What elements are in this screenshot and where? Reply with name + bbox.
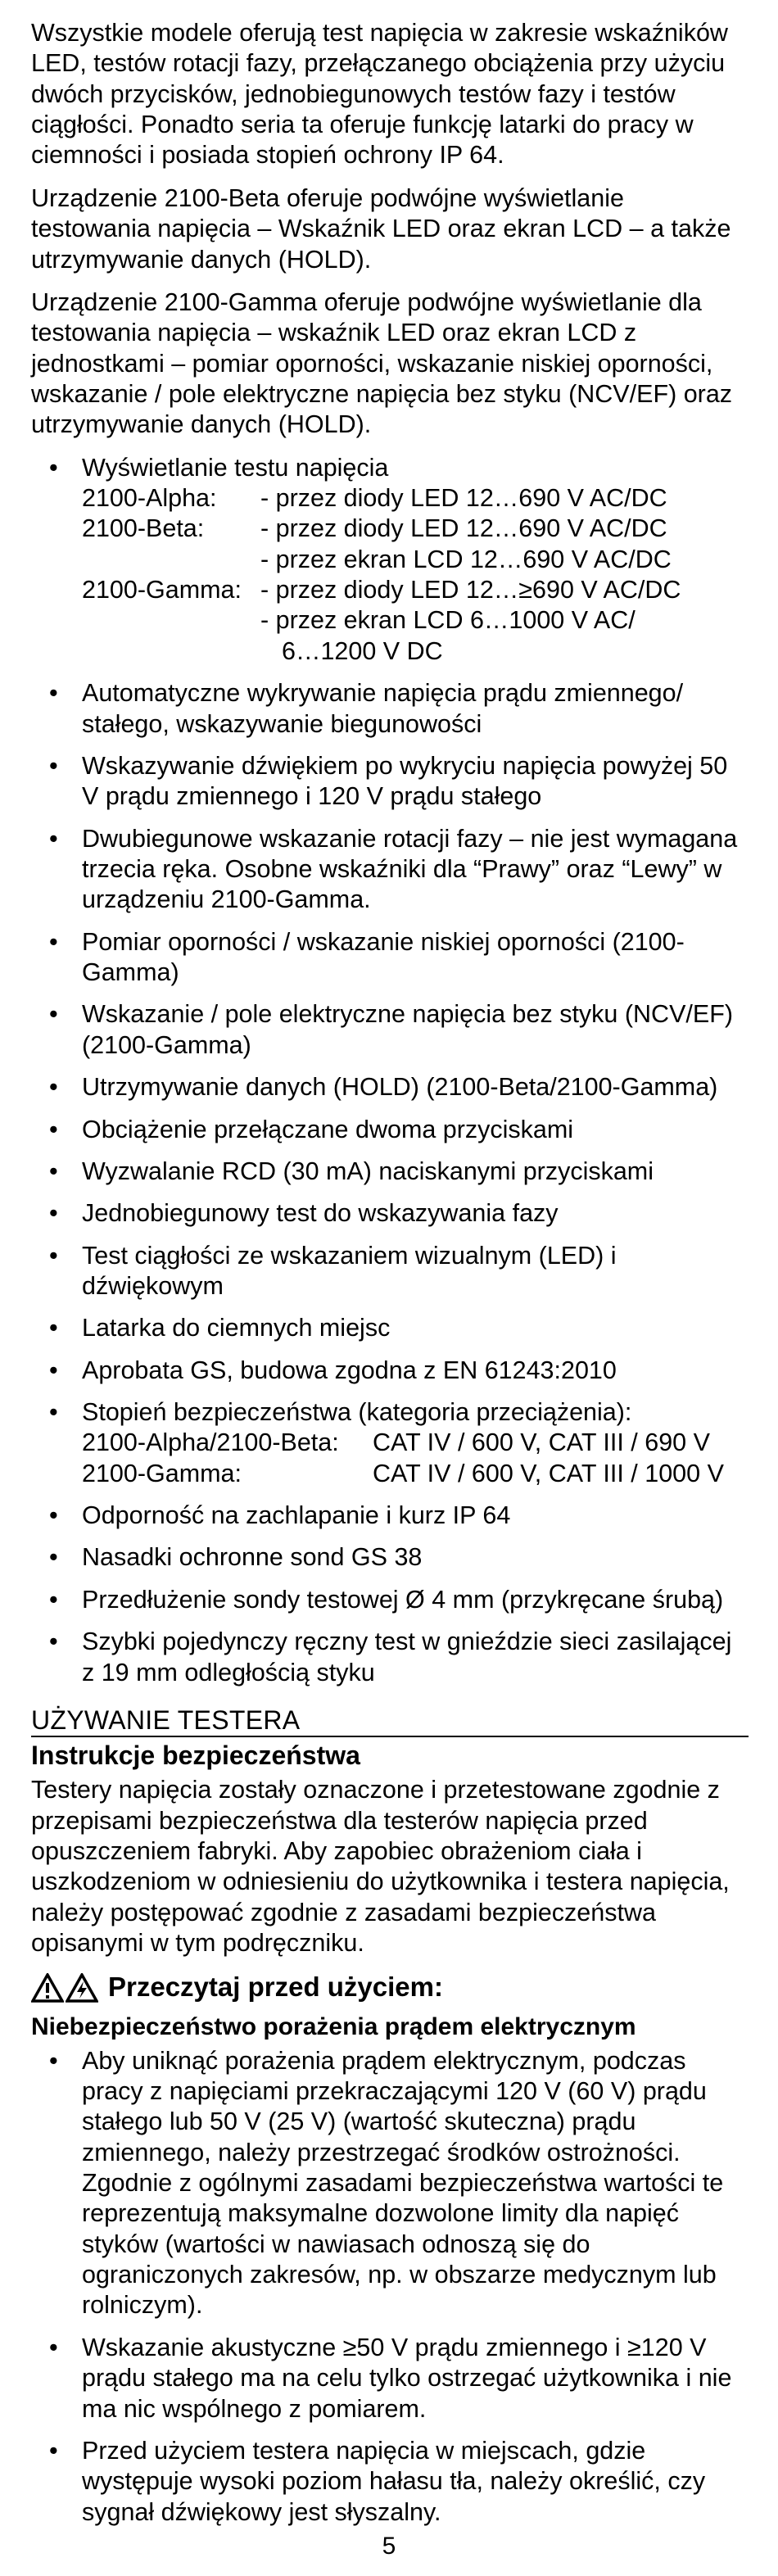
feature-text: Utrzymywanie danych (HOLD) (2100-Beta/2100-Gamma) <box>82 1073 718 1102</box>
bullet: • <box>49 1585 58 1614</box>
feature-item <box>31 927 749 989</box>
safety-row2-label: 2100-Gamma: <box>82 1459 242 1487</box>
bullet: • <box>49 2046 58 2075</box>
bullet: • <box>49 824 58 853</box>
bullet: • <box>49 1115 58 1143</box>
warning-text: Wskazanie akustyczne ≥50 V prądu zmiennego i ≥120 V prądu stałego ma na celu tylko ostrzegać użytkownika i nie ma nic wspólnego z pomiarem. <box>82 2333 732 2423</box>
feature-item <box>31 1072 749 1102</box>
page-number: 5 <box>382 2533 396 2560</box>
feature-text: Dwubiegunowe wskazanie rotacji fazy – nie jest wymagana trzecia ręka. Osobne wskaźniki dla “Prawy” oraz “Lewy” w urządzeniu 2100-Gamma. <box>82 824 738 914</box>
safety-paragraph: Testery napięcia zostały oznaczone i przetestowane zgodnie z przepisami bezpieczeństwa dla testerów napięcia przed opuszczeniem fabryki. Aby zapobiec obrażeniom ciała i uszkodzeniom w odniesieniu do użytkownika i testera napięcia, należy postępować zgodnie z zasadami bezpieczeństwa opisanymi w tym podręczniku. <box>31 1776 730 1958</box>
feature-text: Aprobata GS, budowa zgodna z EN 61243:2010 <box>82 1356 617 1384</box>
display-title: Wyświetlanie testu napięcia <box>82 453 389 482</box>
feature-item <box>31 1157 749 1187</box>
gamma-value-1: - przez diody LED 12…≥690 V AC/DC <box>260 576 681 604</box>
bullet: • <box>49 2436 58 2465</box>
section-title: UŻYWANIE TESTERA <box>31 1705 301 1735</box>
feature-text: Odporność na zachlapanie i kurz IP 64 <box>82 1501 511 1530</box>
bullet: • <box>49 679 58 708</box>
bullet: • <box>49 1157 58 1185</box>
feature-text: Automatyczne wykrywanie napięcia prądu zmiennego/ stałego, wskazywanie biegunowości <box>82 679 684 738</box>
alpha-value: - przez diody LED 12…690 V AC/DC <box>260 484 667 513</box>
feature-text: Szybki pojedynczy ręczny test w gnieździe sieci zasilającej z 19 mm odległością styku <box>82 1628 732 1686</box>
bullet: • <box>49 1628 58 1656</box>
beta-label: 2100-Beta: <box>82 514 205 543</box>
bullet: • <box>49 927 58 956</box>
feature-item <box>31 999 749 1061</box>
feature-item <box>31 1313 749 1343</box>
feature-item-display <box>31 453 749 668</box>
bullet: • <box>49 1314 58 1342</box>
feature-item <box>31 1585 749 1615</box>
bullet: • <box>49 1241 58 1270</box>
bullet: • <box>49 751 58 780</box>
safety-row1-label: 2100-Alpha/2100-Beta: <box>82 1428 339 1457</box>
gamma-value-2: - przez ekran LCD 6…1000 V AC/ <box>260 606 636 635</box>
warning-title <box>31 1971 749 2003</box>
bullet: • <box>49 1073 58 1102</box>
display-models <box>82 483 749 667</box>
feature-text: Wyzwalanie RCD (30 mA) naciskanymi przyciskami <box>82 1157 654 1185</box>
feature-item <box>31 824 749 916</box>
warning-title-text: Przeczytaj przed użyciem: <box>108 1972 443 2003</box>
feature-item <box>31 678 749 740</box>
feature-item <box>31 1542 749 1573</box>
safety-row2-value: CAT IV / 600 V, CAT III / 1000 V <box>373 1459 724 1487</box>
feature-item <box>31 1198 749 1229</box>
feature-text: Pomiar oporności / wskazanie niskiej oporności (2100-Gamma) <box>82 927 685 987</box>
alpha-label: 2100-Alpha: <box>82 484 217 513</box>
feature-text: Latarka do ciemnych miejsc <box>82 1314 391 1342</box>
bullet: • <box>49 453 58 482</box>
safety-category-title: Stopień bezpieczeństwa (kategoria przeciążenia): <box>82 1398 632 1427</box>
bullet: • <box>49 1000 58 1029</box>
intro-paragraph-1: Wszystkie modele oferują test napięcia w zakresie wskaźników LED, testów rotacji fazy, przełączanego obciążenia przy użyciu dwóch przycisków, jednobiegunowych testów fazy i testów ciągłości. Ponadto seria ta oferuje funkcję latarki do pracy w ciemności i posiada stopień ochrony IP 64. <box>31 19 728 170</box>
warning-icons <box>31 1973 100 2003</box>
warning-text: Przed użyciem testera napięcia w miejscach, gdzie występuje wysoki poziom hałasu tła, należy określić, czy sygnał dźwiękowy jest słyszalny. <box>82 2436 706 2526</box>
feature-text: Wskazywanie dźwiękiem po wykryciu napięcia powyżej 50 V prądu zmiennego i 120 V prądu stałego <box>82 751 728 811</box>
warning-list <box>31 2046 749 2528</box>
feature-item-safety-category <box>31 1397 749 1489</box>
beta-value-1: - przez diody LED 12…690 V AC/DC <box>260 514 667 543</box>
feature-item <box>31 1356 749 1386</box>
warning-text: Aby uniknąć porażenia prądem elektrycznym, podczas pracy z napięciami przekraczającymi 120 V (60 V) prądu stałego lub 50 V (25 V) (wartość skuteczna) prądu zmiennego, należy przestrzegać środków ostrożności. Zgodnie z ogólnymi zasadami bezpieczeństwa wartości te reprezentują maksymalne dozwolone limity dla napięć styków (wartości w nawiasach odnoszą się do ograniczonych zakresów, np. w obszarze medycznym lub rolniczym). <box>82 2046 724 2320</box>
warning-item <box>31 2436 749 2528</box>
safety-category-rows <box>82 1428 749 1489</box>
bullet: • <box>49 1199 58 1228</box>
bullet: • <box>49 1501 58 1530</box>
beta-value-2: - przez ekran LCD 12…690 V AC/DC <box>260 545 672 573</box>
electric-hazard-icon <box>66 1973 98 2003</box>
feature-text: Przedłużenie sondy testowej Ø 4 mm (przykręcane śrubą) <box>82 1585 724 1614</box>
bullet: • <box>49 1398 58 1427</box>
manual-page <box>31 18 749 2539</box>
warning-heading: Niebezpieczeństwo porażenia prądem elektrycznym <box>31 2012 636 2040</box>
feature-text: Obciążenie przełączane dwoma przyciskami <box>82 1115 574 1143</box>
feature-list <box>31 453 749 1688</box>
gamma-value-3: 6…1200 V DC <box>282 636 443 665</box>
bullet: • <box>49 2333 58 2361</box>
gamma-label: 2100-Gamma: <box>82 576 242 604</box>
warning-item <box>31 2046 749 2321</box>
section-subtitle: Instrukcje bezpieczeństwa <box>31 1736 749 1772</box>
intro-paragraph-2: Urządzenie 2100-Beta oferuje podwójne wyświetlanie testowania napięcia – Wskaźnik LED oraz ekran LCD – a także utrzymywanie danych (HOLD). <box>31 183 731 274</box>
feature-text: Wskazanie / pole elektryczne napięcia bez styku (NCV/EF) (2100-Gamma) <box>82 1000 734 1059</box>
bullet: • <box>49 1543 58 1572</box>
feature-item <box>31 1115 749 1145</box>
feature-item <box>31 1501 749 1531</box>
bullet: • <box>49 1356 58 1384</box>
feature-item <box>31 1241 749 1302</box>
feature-text: Test ciągłości ze wskazaniem wizualnym (LED) i dźwiękowym <box>82 1241 617 1300</box>
feature-item <box>31 751 749 813</box>
safety-row1-value: CAT IV / 600 V, CAT III / 690 V <box>373 1428 710 1457</box>
warning-item <box>31 2333 749 2424</box>
feature-item <box>31 1627 749 1688</box>
intro-paragraph-3: Urządzenie 2100-Gamma oferuje podwójne wyświetlanie dla testowania napięcia – wskaźnik LED oraz ekran LCD z jednostkami – pomiar oporności, wskazanie niskiej oporności, wskazanie / pole elektryczne napięcia bez styku (NCV/EF) oraz utrzymywanie danych (HOLD). <box>31 287 733 439</box>
feature-text: Nasadki ochronne sond GS 38 <box>82 1543 423 1572</box>
feature-text: Jednobiegunowy test do wskazywania fazy <box>82 1199 559 1228</box>
warning-triangle-icon <box>31 1973 64 2003</box>
